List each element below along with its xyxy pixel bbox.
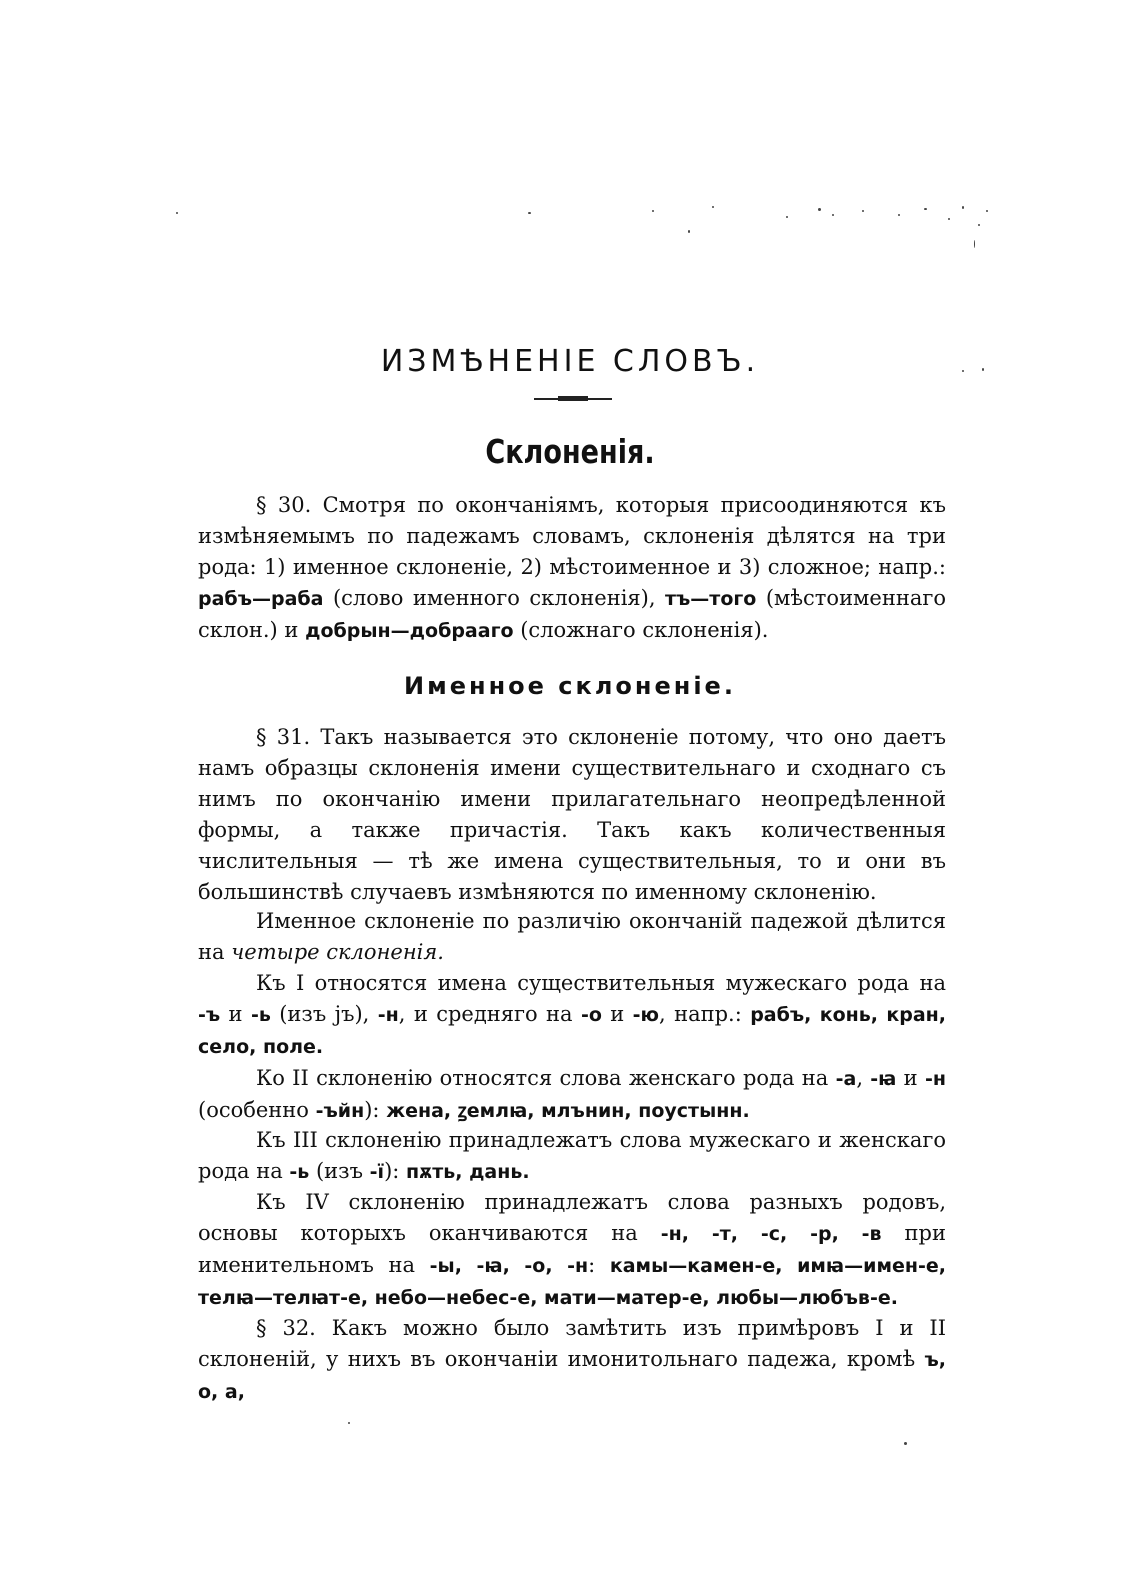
paragraph-text: (изъ јъ), — [270, 1002, 378, 1026]
ending: -н — [377, 1004, 399, 1026]
ending: -ъ — [198, 1004, 221, 1026]
paragraph-text: Къ I относятся имена существительныя мужескаго рода на — [256, 971, 946, 995]
scan-speck — [786, 216, 788, 218]
ending: -н — [924, 1068, 946, 1090]
scan-speck — [528, 212, 531, 214]
paragraph-text: : — [588, 1253, 610, 1277]
ending: -ь — [289, 1161, 310, 1183]
heading-rule-center — [558, 396, 588, 401]
scan-speck — [924, 208, 927, 210]
paragraph-fourth-declension — [198, 1187, 946, 1314]
section-title: Склоненія. — [485, 432, 655, 471]
example-words: камы—камен-е, имꙗ—имен-е, телꙗ—телꙗт-е, небо—небес-е, мати—матер-е, любы—любъв-е. — [198, 1255, 946, 1309]
paragraph-text: , напр.: — [659, 1002, 751, 1026]
paragraph-text: Къ III склоненію принадлежатъ слова мужескаго и женскаго рода на — [198, 1128, 946, 1183]
paragraph-text: (изъ — [309, 1159, 370, 1183]
example-word: рабъ—раба — [198, 588, 324, 610]
example-word: тъ—того — [665, 588, 757, 610]
scan-speck — [712, 206, 714, 208]
paragraph-text: ): — [384, 1159, 407, 1183]
scan-speck — [348, 1422, 350, 1424]
paragraph-text: (слово именного склоненія), — [323, 586, 666, 610]
scan-speck — [818, 208, 821, 211]
paragraph-text: § 32. Какъ можно было замѣтить изъ примѣровъ I и II склоненій, у нихъ въ окончаніи имонитольнаго падежа, кромѣ — [198, 1316, 946, 1371]
paragraph-declensions — [198, 906, 946, 968]
ending: -ь — [250, 1004, 271, 1026]
example-word: добрын—добрааго — [305, 620, 514, 642]
paragraph-text: ): — [364, 1098, 387, 1122]
ending: -ї — [369, 1161, 385, 1183]
scan-speck — [688, 230, 690, 233]
ending: -ы, -ꙗ, -о, -н — [429, 1255, 589, 1277]
paragraph-text: Именное склоненіе по различію окончаній падежой дѣлится на — [198, 909, 946, 964]
chapter-heading: ИЗМѢНЕНІЕ СЛОВЪ. — [380, 344, 760, 379]
example-words: пѫть, дань. — [406, 1161, 530, 1183]
ending: -ю — [632, 1004, 660, 1026]
ending: -ъйн — [315, 1100, 365, 1122]
paragraph-text: и — [601, 1002, 633, 1026]
example-words: жена, ꙁемлꙗ, млънин, поустынн. — [386, 1100, 750, 1122]
scan-speck — [978, 224, 980, 226]
paragraph-first-declension — [198, 968, 946, 1063]
paragraph-text: § 30. Смотря по окончаніямъ, которыя присоодиняются къ измѣняемымъ по падежамъ словамъ, склоненія дѣлятся на три рода: 1) именное склоненіе, 2) мѣстоименное и 3) сложное; напр.: — [198, 493, 946, 579]
italic-phrase: четыре склоненія. — [231, 940, 444, 964]
paragraph-text: Ко II склоненію относятся слова женскаго рода на — [256, 1066, 836, 1090]
paragraph-text: , — [856, 1066, 871, 1090]
subsection-title: Именное склоненіе. — [404, 672, 736, 700]
ending: -ꙗ — [870, 1068, 897, 1090]
paragraph-30 — [198, 490, 946, 647]
scan-speck — [176, 212, 178, 214]
paragraph-32 — [198, 1313, 946, 1408]
scan-speck — [652, 210, 654, 212]
paragraph-text: Къ IV склоненію принадлежатъ слова разныхъ родовъ, основы которыхъ оканчиваются на — [198, 1190, 946, 1245]
ending: -а — [835, 1068, 857, 1090]
paragraph-text: при именительномъ на — [198, 1221, 946, 1277]
ending: -о — [580, 1004, 602, 1026]
example-words: рабъ, конь, кран, село, поле. — [198, 1004, 946, 1058]
scan-speck — [862, 210, 864, 212]
scan-speck — [948, 218, 950, 220]
ending: -н, -т, -с, -р, -в — [660, 1223, 882, 1245]
scan-speck — [904, 1442, 907, 1445]
scan-speck — [832, 214, 834, 216]
paragraph-text: (особенно — [198, 1098, 316, 1122]
paragraph-text: и — [896, 1066, 925, 1090]
paragraph-text: (сложнаго склоненія). — [513, 618, 769, 642]
paragraph-third-declension — [198, 1125, 946, 1188]
paragraph-text: и — [220, 1002, 251, 1026]
scan-speck — [974, 240, 975, 248]
paragraph-second-declension — [198, 1063, 946, 1127]
paragraph-31: § 31. Такъ называется это склоненіе потому, что оно даетъ намъ образцы склоненія имени существительнаго и сходнаго съ нимъ по окончанію имени прилагательнаго неопредѣленной формы, а также причастія. Такъ какъ количественныя числительныя — тѣ же имена существительныя, то и они въ большинствѣ случаевъ измѣняются по именному склоненію. — [198, 725, 946, 904]
ending: ъ, о, а, — [198, 1349, 946, 1403]
paragraph-text: (мѣстоименнаго склон.) и — [198, 586, 946, 642]
scan-speck — [898, 214, 900, 216]
paragraph-text: , и средняго на — [398, 1002, 581, 1026]
scan-speck — [986, 210, 988, 212]
scan-speck — [962, 206, 964, 209]
